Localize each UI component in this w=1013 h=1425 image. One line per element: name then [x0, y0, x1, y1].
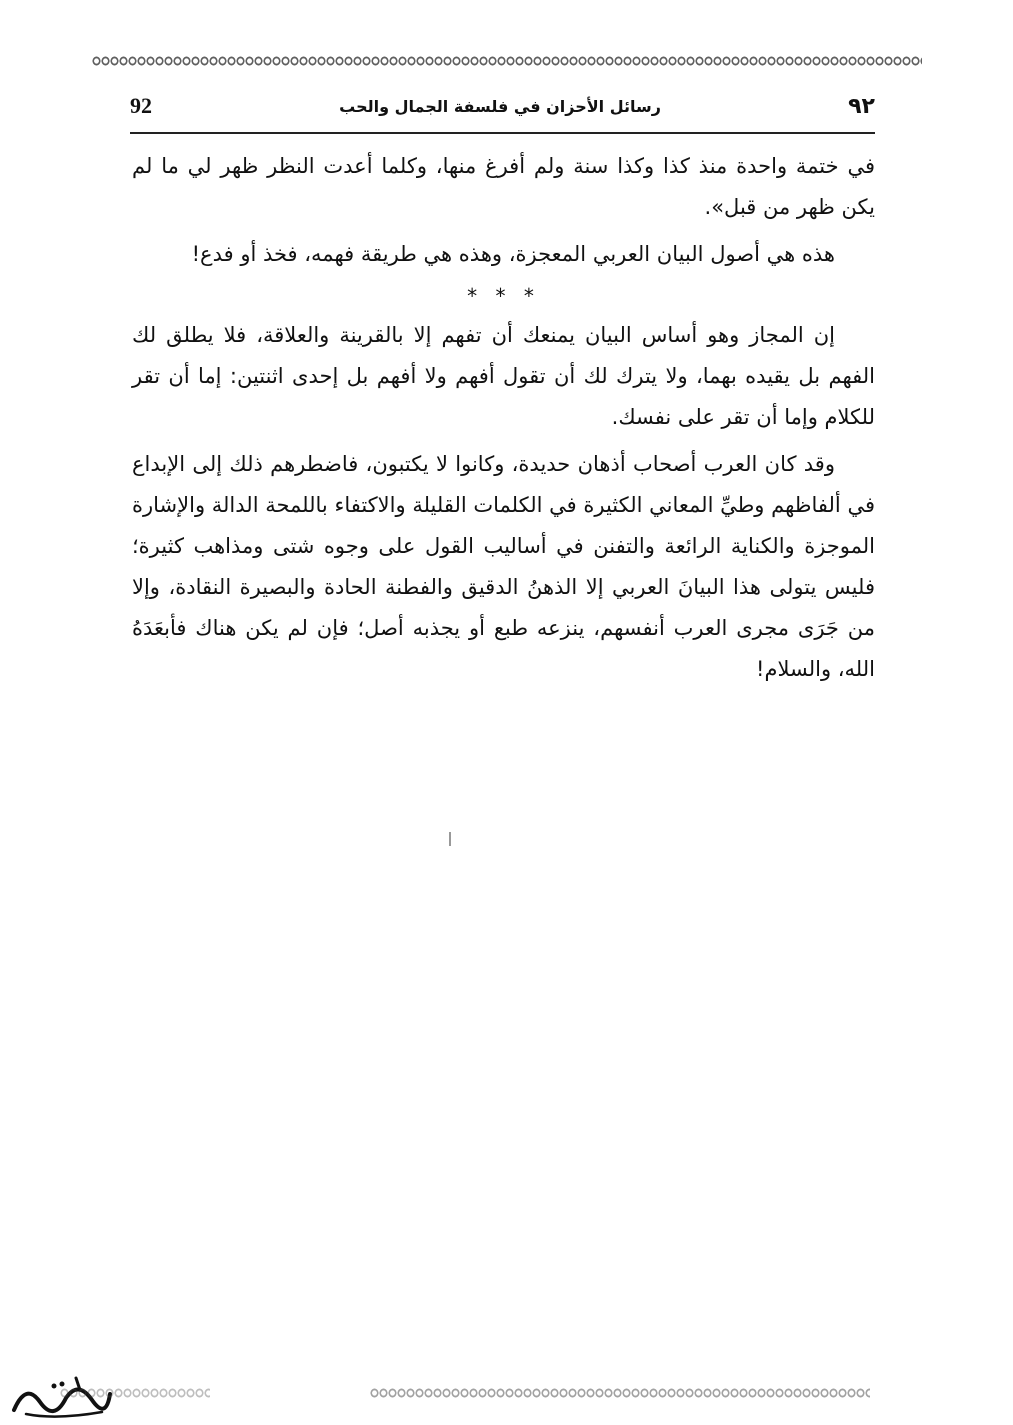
section-separator: * * *	[467, 284, 540, 308]
paragraph-4: وقد كان العرب أصحاب أذهان حديدة، وكانوا لا يكتبون، فاضطرهم ذلك إلى الإبداع في ألفاظهم وطيِّ المعاني الكثيرة في الكلمات القليلة والاكتفاء باللمحة الدالة والإشارة الموجزة والكناية الرائعة والتفنن في أساليب القول على وجوه شتى ومذاهب كثيرة؛ فليس يتولى هذا البيانَ العربي إلا الذهنُ الدقيق والفطنة الحادة والبصيرة النقادة، وإلا من جَرَى مجرى العرب أنفسهم، ينزعه طبع أو يجذبه أصل؛ فإن لم يكن هناك فأبعَدَهُ الله، والسلام!	[132, 452, 875, 681]
page-body	[132, 146, 875, 696]
top-ornament-border	[92, 56, 922, 70]
page-number-arabic: ٩٢	[848, 93, 875, 119]
page-number-latin: 92	[130, 93, 152, 118]
paragraph-2: هذه هي أصول البيان العربي المعجزة، وهذه هي طريقة فهمه، فخذ أو فدع!	[191, 242, 835, 266]
header-rule	[130, 132, 875, 134]
paragraph-1: في ختمة واحدة منذ كذا وكذا سنة ولم أفرغ منها، وكلما أعدت النظر ظهر لي ما لم يكن ظهر من قبل».	[132, 154, 875, 219]
paragraph-3: إن المجاز وهو أساس البيان يمنعك أن تفهم إلا بالقرينة والعلاقة، فلا يطلق لك الفهم بل يقيده بهما، ولا يترك لك أن تقول أفهم ولا أفهم بل إحدى اثنتين: إما أن تقر للكلام وإما أن تقر على نفسك.	[132, 323, 875, 429]
running-title: رسائل الأحزان في فلسفة الجمال والحب	[339, 96, 661, 116]
bottom-left-ornament	[60, 1388, 210, 1402]
bottom-ornament-border	[370, 1388, 870, 1402]
scan-speck	[449, 832, 451, 846]
page-header	[130, 86, 875, 126]
